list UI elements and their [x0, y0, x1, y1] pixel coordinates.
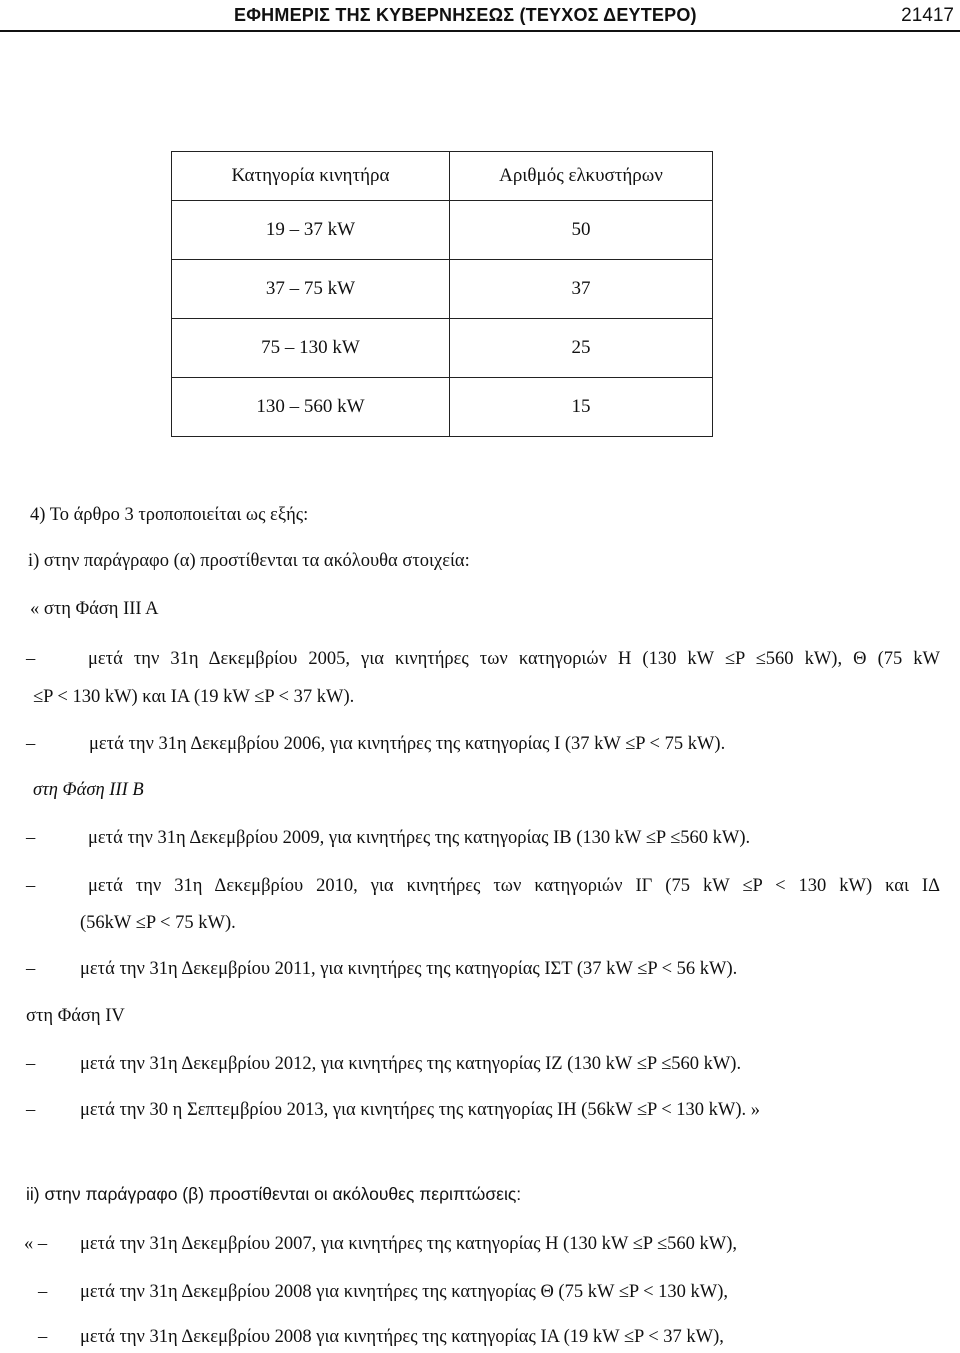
table-cell-count: 25: [450, 319, 713, 378]
table-cell-count: 37: [450, 260, 713, 319]
article-intro: 4) Το άρθρο 3 τροποποιείται ως εξής:: [30, 505, 309, 525]
phase-3a-item-2: μετά την 31η Δεκεμβρίου 2006, για κινητήρες της κατηγορίας Ι (37 kW ≤P < 75 kW).: [89, 734, 726, 754]
paragraph-i-intro: i) στην παράγραφο (α) προστίθενται τα ακόλουθα στοιχεία:: [28, 551, 470, 571]
table-header-row: [172, 152, 713, 201]
list-open-quote-dash: « –: [24, 1234, 48, 1254]
header-rule: [0, 30, 960, 32]
phase-3a-item-1-line-1: μετά την 31η Δεκεμβρίου 2005, για κινητήρες των κατηγοριών Η (130 kW ≤P ≤560 kW), Θ (75 kW: [88, 649, 940, 669]
paragraph-ii-item-2: μετά την 31η Δεκεμβρίου 2008 για κινητήρες της κατηγορίας Θ (75 kW ≤P < 130 kW),: [80, 1282, 729, 1302]
phase-3b-heading: στη Φάση ΙΙΙ Β: [33, 780, 144, 800]
table-cell-category: 75 – 130 kW: [172, 319, 450, 378]
phase-3a-item-1-line-2: ≤P < 130 kW) και ΙΑ (19 kW ≤P < 37 kW).: [33, 687, 355, 707]
table-row: [172, 201, 713, 260]
table-cell-category: 130 – 560 kW: [172, 378, 450, 437]
page-number: 21417: [901, 5, 954, 26]
list-dash: –: [26, 734, 36, 754]
column-header-tractor-count: Αριθμός ελκυστήρων: [450, 152, 713, 201]
phase-3a-heading: « στη Φάση ΙΙΙ Α: [30, 599, 159, 619]
phase-3b-item-2-line-2: (56kW ≤P < 75 kW).: [80, 913, 236, 933]
gazette-title: ΕΦΗΜΕΡΙΣ ΤΗΣ ΚΥΒΕΡΝΗΣΕΩΣ (ΤΕΥΧΟΣ ΔΕΥΤΕΡΟ): [234, 5, 697, 25]
phase-4-item-2: μετά την 30 η Σεπτεμβρίου 2013, για κινητήρες της κατηγορίας ΙΗ (56kW ≤P < 130 kW). »: [80, 1100, 761, 1120]
table-row: [172, 260, 713, 319]
phase-3b-item-3: μετά την 31η Δεκεμβρίου 2011, για κινητήρες της κατηγορίας ΙΣΤ (37 kW ≤P < 56 kW).: [80, 959, 738, 979]
engine-category-table: [171, 151, 713, 437]
list-dash: –: [26, 959, 36, 979]
phase-3b-item-1: μετά την 31η Δεκεμβρίου 2009, για κινητήρες της κατηγορίας ΙΒ (130 kW ≤P ≤560 kW).: [88, 828, 751, 848]
list-dash: –: [26, 649, 36, 669]
list-dash: –: [26, 1100, 36, 1120]
list-dash: –: [26, 876, 36, 896]
paragraph-ii-item-1: μετά την 31η Δεκεμβρίου 2007, για κινητήρες της κατηγορίας Η (130 kW ≤P ≤560 kW),: [80, 1234, 737, 1254]
page-header: [0, 0, 960, 32]
phase-4-heading: στη Φάση IV: [26, 1006, 125, 1026]
paragraph-ii-item-3: μετά την 31η Δεκεμβρίου 2008 για κινητήρες της κατηγορίας ΙΑ (19 kW ≤P < 37 kW),: [80, 1327, 724, 1347]
table-cell-count: 15: [450, 378, 713, 437]
list-dash: –: [26, 828, 36, 848]
table-row: [172, 378, 713, 437]
list-dash: –: [38, 1282, 48, 1302]
phase-3b-item-2-line-1: μετά την 31η Δεκεμβρίου 2010, για κινητήρες των κατηγοριών ΙΓ (75 kW ≤P < 130 kW) και ΙΔ: [88, 876, 940, 896]
table-row: [172, 319, 713, 378]
list-dash: –: [38, 1327, 48, 1347]
paragraph-ii-intro: ii) στην παράγραφο (β) προστίθενται οι ακόλουθες περιπτώσεις:: [26, 1184, 522, 1204]
table-cell-count: 50: [450, 201, 713, 260]
table-cell-category: 37 – 75 kW: [172, 260, 450, 319]
column-header-engine-category: Κατηγορία κινητήρα: [172, 152, 450, 201]
table-cell-category: 19 – 37 kW: [172, 201, 450, 260]
list-dash: –: [26, 1054, 36, 1074]
phase-4-item-1: μετά την 31η Δεκεμβρίου 2012, για κινητήρες της κατηγορίας ΙΖ (130 kW ≤P ≤560 kW).: [80, 1054, 742, 1074]
